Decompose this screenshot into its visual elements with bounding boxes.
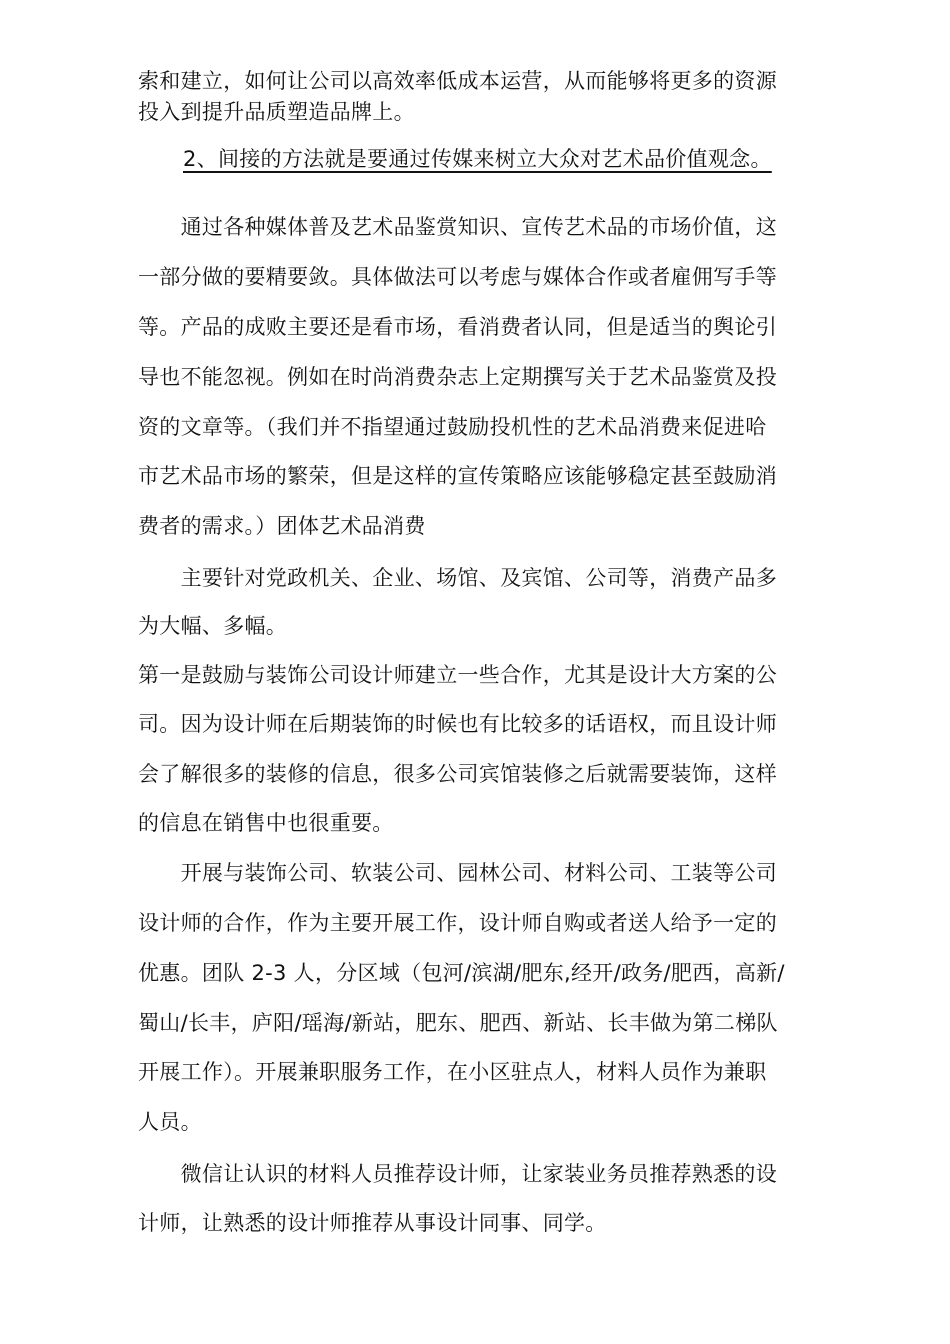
section-heading-2: 2、间接的方法就是要通过传媒来树立大众对艺术品价值观念。 xyxy=(183,147,772,171)
para-wechat-line-1: 微信让认识的材料人员推荐设计师，让家装业务员推荐熟悉的设 xyxy=(138,1162,777,1186)
para-first-line-3: 会了解很多的装修的信息，很多公司宾馆装修之后就需要装饰，这样 xyxy=(138,762,777,786)
para-media-line-3: 等。产品的成败主要还是看市场，看消费者认同，但是适当的舆论引 xyxy=(138,315,777,339)
intro-line-2: 投入到提升品质塑造品牌上。 xyxy=(138,100,415,124)
para-media-line-7: 费者的需求。）团体艺术品消费 xyxy=(138,514,426,538)
para-develop-line-1: 开展与装饰公司、软装公司、园林公司、材料公司、工装等公司 xyxy=(138,861,777,885)
para-group-line-2: 为大幅、多幅。 xyxy=(138,614,288,638)
para-first-line-1: 第一是鼓励与装饰公司设计师建立一些合作，尤其是设计大方案的公 xyxy=(138,663,777,687)
para-develop-line-5: 开展工作）。开展兼职服务工作，在小区驻点人，材料人员作为兼职 xyxy=(138,1060,767,1084)
para-media-line-5: 资的文章等。（我们并不指望通过鼓励投机性的艺术品消费来促进哈 xyxy=(138,415,767,439)
para-media-line-1: 通过各种媒体普及艺术品鉴赏知识、宣传艺术品的市场价值，这 xyxy=(138,215,777,239)
intro-line-1: 索和建立，如何让公司以高效率低成本运营，从而能够将更多的资源 xyxy=(138,69,777,93)
para-group-line-1: 主要针对党政机关、企业、场馆、及宾馆、公司等，消费产品多 xyxy=(138,566,777,590)
para-first-line-2: 司。因为设计师在后期装饰的时候也有比较多的话语权，而且设计师 xyxy=(138,712,777,736)
para-first-line-4: 的信息在销售中也很重要。 xyxy=(138,811,394,835)
para-develop-line-6: 人员。 xyxy=(138,1110,202,1134)
para-wechat-line-2: 计师，让熟悉的设计师推荐从事设计同事、同学。 xyxy=(138,1211,607,1235)
para-develop-line-3: 优惠。团队 2-3 人，分区域（包河/滨湖/肥东,经开/政务/肥西，高新/ xyxy=(138,961,785,985)
para-media-line-6: 市艺术品市场的繁荣，但是这样的宣传策略应该能够稳定甚至鼓励消 xyxy=(138,464,777,488)
para-media-line-2: 一部分做的要精要敛。具体做法可以考虑与媒体合作或者雇佣写手等 xyxy=(138,265,777,289)
para-media-line-4: 导也不能忽视。例如在时尚消费杂志上定期撰写关于艺术品鉴赏及投 xyxy=(138,365,777,389)
para-develop-line-4: 蜀山/长丰，庐阳/瑶海/新站，肥东、肥西、新站、长丰做为第二梯队 xyxy=(138,1011,778,1035)
para-develop-line-2: 设计师的合作，作为主要开展工作，设计师自购或者送人给予一定的 xyxy=(138,911,777,935)
